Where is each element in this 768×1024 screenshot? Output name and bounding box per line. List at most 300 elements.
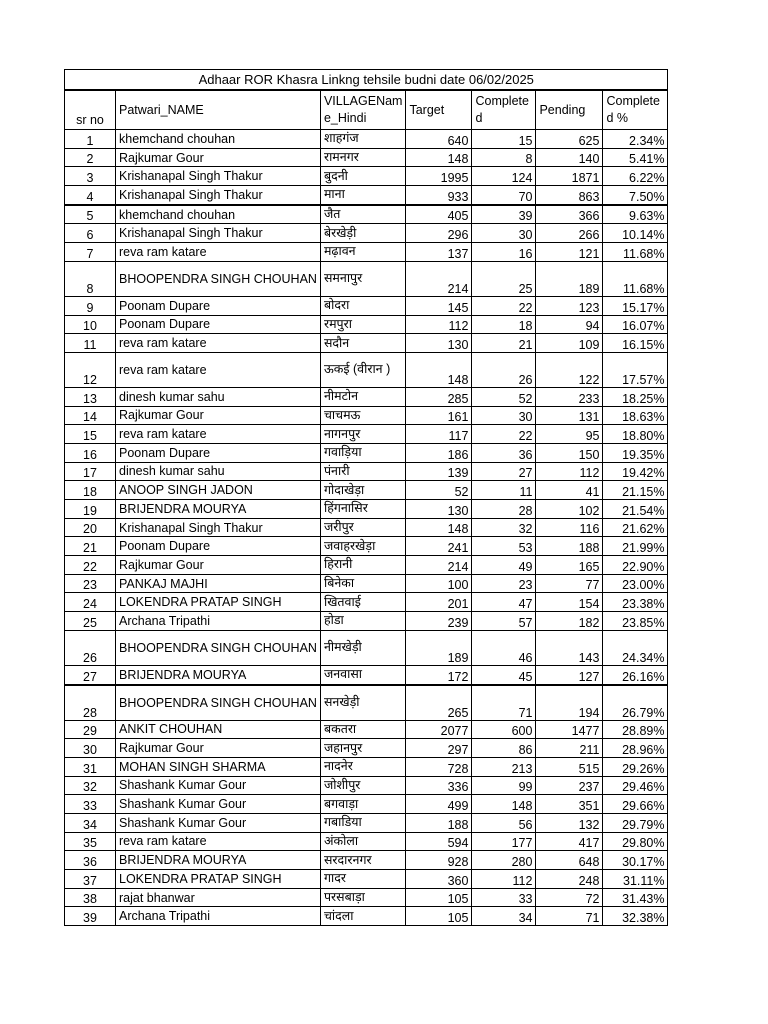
village-name-cell: सरदारनगर [320,851,406,870]
target-cell: 130 [406,334,472,353]
target-cell: 52 [406,481,472,500]
pending-cell: 863 [536,186,603,205]
completed-percent-cell: 22.90% [603,556,668,575]
patwari-name-cell: Rajkumar Gour [116,406,321,425]
patwari-name-cell: PANKAJ MAJHI [116,574,321,593]
village-name-cell: नीमखेड़ी [320,630,406,665]
table-row [65,334,668,353]
village-name-cell: पंनारी [320,462,406,481]
completed-cell: 47 [472,593,536,612]
target-cell: 360 [406,870,472,889]
completed-percent-cell: 16.07% [603,315,668,334]
table-row [65,556,668,575]
target-cell: 105 [406,888,472,907]
sr-no-cell: 17 [65,462,116,481]
completed-percent-cell: 11.68% [603,243,668,262]
table-row [65,832,668,851]
completed-percent-cell: 19.42% [603,462,668,481]
pending-cell: 165 [536,556,603,575]
pending-cell: 625 [536,130,603,149]
pending-cell: 112 [536,462,603,481]
table-row [65,813,668,832]
completed-percent-cell: 29.66% [603,795,668,814]
village-name-cell: चाचमऊ [320,406,406,425]
patwari-name-cell: LOKENDRA PRATAP SINGH [116,593,321,612]
pending-cell: 154 [536,593,603,612]
patwari-name-cell: MOHAN SINGH SHARMA [116,757,321,776]
patwari-name-cell: Poonam Dupare [116,296,321,315]
completed-percent-cell: 28.96% [603,739,668,758]
pending-cell: 71 [536,907,603,926]
sr-no-cell: 11 [65,334,116,353]
target-cell: 130 [406,500,472,519]
patwari-name-cell: Krishanapal Singh Thakur [116,224,321,243]
sr-no-cell: 7 [65,243,116,262]
completed-cell: 45 [472,665,536,684]
village-name-cell: चांदला [320,907,406,926]
completed-cell: 53 [472,537,536,556]
completed-cell: 124 [472,167,536,186]
village-name-cell: मढ़ावन [320,243,406,262]
completed-cell: 600 [472,720,536,739]
completed-percent-cell: 31.11% [603,870,668,889]
target-cell: 145 [406,296,472,315]
patwari-name-cell: BRIJENDRA MOURYA [116,851,321,870]
sr-no-cell: 3 [65,167,116,186]
target-cell: 201 [406,593,472,612]
sr-no-cell: 34 [65,813,116,832]
village-name-cell: नीमटोन [320,387,406,406]
table-row [65,315,668,334]
patwari-name-cell: Shashank Kumar Gour [116,813,321,832]
patwari-name-cell: Rajkumar Gour [116,148,321,167]
table-row [65,612,668,631]
patwari-name-cell: Krishanapal Singh Thakur [116,167,321,186]
sr-no-cell: 10 [65,315,116,334]
completed-cell: 18 [472,315,536,334]
pending-cell: 72 [536,888,603,907]
header-row [65,90,668,130]
pending-cell: 127 [536,665,603,684]
village-name-cell: जहानपुर [320,739,406,758]
header-pending: Pending [536,90,603,130]
village-name-cell: रामनगर [320,148,406,167]
pending-cell: 182 [536,612,603,631]
completed-cell: 15 [472,130,536,149]
pending-cell: 211 [536,739,603,758]
completed-cell: 27 [472,462,536,481]
completed-percent-cell: 29.80% [603,832,668,851]
pending-cell: 351 [536,795,603,814]
target-cell: 105 [406,907,472,926]
completed-cell: 30 [472,224,536,243]
patwari-name-cell: khemchand chouhan [116,205,321,224]
table-row [65,795,668,814]
table-row [65,243,668,262]
village-name-cell: सनखेड़ी [320,685,406,721]
table-row [65,387,668,406]
target-cell: 148 [406,518,472,537]
completed-percent-cell: 23.38% [603,593,668,612]
pending-cell: 116 [536,518,603,537]
pending-cell: 140 [536,148,603,167]
completed-cell: 21 [472,334,536,353]
target-cell: 285 [406,387,472,406]
target-cell: 186 [406,443,472,462]
completed-cell: 34 [472,907,536,926]
table-row [65,888,668,907]
sr-no-cell: 1 [65,130,116,149]
sr-no-cell: 2 [65,148,116,167]
patwari-name-cell: Rajkumar Gour [116,739,321,758]
target-cell: 100 [406,574,472,593]
completed-cell: 280 [472,851,536,870]
completed-cell: 39 [472,205,536,224]
patwari-name-cell: dinesh kumar sahu [116,387,321,406]
target-cell: 405 [406,205,472,224]
completed-percent-cell: 23.00% [603,574,668,593]
patwari-name-cell: BHOOPENDRA SINGH CHOUHAN [116,630,321,665]
pending-cell: 41 [536,481,603,500]
patwari-name-cell: BRIJENDRA MOURYA [116,500,321,519]
patwari-name-cell: ANOOP SINGH JADON [116,481,321,500]
pending-cell: 248 [536,870,603,889]
table-row [65,739,668,758]
patwari-name-cell: rajat bhanwar [116,888,321,907]
header-target: Target [406,90,472,130]
completed-percent-cell: 21.54% [603,500,668,519]
completed-percent-cell: 7.50% [603,186,668,205]
pending-cell: 515 [536,757,603,776]
table-row [65,907,668,926]
header-patwari-name: Patwari_NAME [116,90,321,130]
completed-percent-cell: 29.79% [603,813,668,832]
completed-percent-cell: 21.15% [603,481,668,500]
table-row [65,757,668,776]
sr-no-cell: 31 [65,757,116,776]
pending-cell: 233 [536,387,603,406]
completed-percent-cell: 11.68% [603,261,668,296]
completed-cell: 23 [472,574,536,593]
patwari-name-cell: Archana Tripathi [116,907,321,926]
completed-cell: 8 [472,148,536,167]
table-row [65,130,668,149]
village-name-cell: अंकोला [320,832,406,851]
completed-percent-cell: 23.85% [603,612,668,631]
village-name-cell: हिंगनासिर [320,500,406,519]
target-cell: 117 [406,425,472,444]
pending-cell: 143 [536,630,603,665]
table-row [65,481,668,500]
target-cell: 139 [406,462,472,481]
village-name-cell: बकतरा [320,720,406,739]
table-row [65,593,668,612]
target-cell: 594 [406,832,472,851]
patwari-name-cell: Rajkumar Gour [116,556,321,575]
target-cell: 239 [406,612,472,631]
completed-cell: 177 [472,832,536,851]
patwari-name-cell: dinesh kumar sahu [116,462,321,481]
completed-cell: 52 [472,387,536,406]
pending-cell: 131 [536,406,603,425]
sr-no-cell: 36 [65,851,116,870]
sr-no-cell: 28 [65,685,116,721]
completed-percent-cell: 32.38% [603,907,668,926]
target-cell: 728 [406,757,472,776]
table-row [65,261,668,296]
sr-no-cell: 24 [65,593,116,612]
sr-no-cell: 13 [65,387,116,406]
target-cell: 172 [406,665,472,684]
sr-no-cell: 12 [65,352,116,387]
target-cell: 188 [406,813,472,832]
completed-cell: 32 [472,518,536,537]
village-name-cell: बुदनी [320,167,406,186]
target-cell: 1995 [406,167,472,186]
patwari-name-cell: reva ram katare [116,352,321,387]
village-name-cell: नादनेर [320,757,406,776]
target-cell: 148 [406,148,472,167]
pending-cell: 122 [536,352,603,387]
completed-percent-cell: 29.46% [603,776,668,795]
patwari-name-cell: Shashank Kumar Gour [116,776,321,795]
target-cell: 297 [406,739,472,758]
sr-no-cell: 21 [65,537,116,556]
target-cell: 241 [406,537,472,556]
table-row [65,518,668,537]
sr-no-cell: 6 [65,224,116,243]
completed-cell: 26 [472,352,536,387]
sr-no-cell: 19 [65,500,116,519]
pending-cell: 109 [536,334,603,353]
table-row [65,296,668,315]
completed-cell: 22 [472,296,536,315]
completed-cell: 56 [472,813,536,832]
village-name-cell: जैत [320,205,406,224]
village-name-cell: शाहगंज [320,130,406,149]
completed-cell: 36 [472,443,536,462]
village-name-cell: जरीपुर [320,518,406,537]
completed-percent-cell: 31.43% [603,888,668,907]
completed-cell: 11 [472,481,536,500]
pending-cell: 102 [536,500,603,519]
completed-cell: 16 [472,243,536,262]
completed-percent-cell: 21.99% [603,537,668,556]
pending-cell: 189 [536,261,603,296]
completed-cell: 112 [472,870,536,889]
sr-no-cell: 35 [65,832,116,851]
patwari-name-cell: reva ram katare [116,334,321,353]
pending-cell: 150 [536,443,603,462]
patwari-name-cell: reva ram katare [116,832,321,851]
village-name-cell: जवाहरखेड़ा [320,537,406,556]
completed-cell: 70 [472,186,536,205]
table-row [65,443,668,462]
sr-no-cell: 15 [65,425,116,444]
table-row [65,148,668,167]
sr-no-cell: 29 [65,720,116,739]
completed-percent-cell: 24.34% [603,630,668,665]
sr-no-cell: 27 [65,665,116,684]
sr-no-cell: 25 [65,612,116,631]
village-name-cell: गादर [320,870,406,889]
completed-percent-cell: 19.35% [603,443,668,462]
table-row [65,870,668,889]
table-row [65,462,668,481]
village-name-cell: बोदरा [320,296,406,315]
table-row [65,224,668,243]
table-row [65,851,668,870]
sr-no-cell: 22 [65,556,116,575]
sr-no-cell: 39 [65,907,116,926]
patwari-name-cell: Poonam Dupare [116,537,321,556]
completed-cell: 46 [472,630,536,665]
completed-percent-cell: 29.26% [603,757,668,776]
target-cell: 499 [406,795,472,814]
pending-cell: 95 [536,425,603,444]
target-cell: 214 [406,261,472,296]
patwari-name-cell: reva ram katare [116,425,321,444]
pending-cell: 366 [536,205,603,224]
sr-no-cell: 16 [65,443,116,462]
target-cell: 336 [406,776,472,795]
table-row [65,205,668,224]
pending-cell: 121 [536,243,603,262]
village-name-cell: समनापुर [320,261,406,296]
village-name-cell: जोशीपुर [320,776,406,795]
completed-percent-cell: 17.57% [603,352,668,387]
village-name-cell: परसबाड़ा [320,888,406,907]
completed-percent-cell: 18.25% [603,387,668,406]
pending-cell: 123 [536,296,603,315]
completed-cell: 25 [472,261,536,296]
completed-percent-cell: 16.15% [603,334,668,353]
pending-cell: 188 [536,537,603,556]
completed-percent-cell: 28.89% [603,720,668,739]
patwari-name-cell: Poonam Dupare [116,315,321,334]
patwari-name-cell: reva ram katare [116,243,321,262]
village-name-cell: होडा [320,612,406,631]
patwari-name-cell: Shashank Kumar Gour [116,795,321,814]
sr-no-cell: 33 [65,795,116,814]
pending-cell: 266 [536,224,603,243]
header-completed: Complete d [472,90,536,130]
table-row [65,776,668,795]
village-name-cell: माना [320,186,406,205]
completed-cell: 99 [472,776,536,795]
sr-no-cell: 5 [65,205,116,224]
target-cell: 148 [406,352,472,387]
patwari-name-cell: Poonam Dupare [116,443,321,462]
completed-cell: 213 [472,757,536,776]
table-row [65,537,668,556]
sr-no-cell: 23 [65,574,116,593]
village-name-cell: गोदाखेड़ा [320,481,406,500]
report-title: Adhaar ROR Khasra Linkng tehsile budni date 06/02/2025 [65,70,668,91]
pending-cell: 417 [536,832,603,851]
table-row [65,574,668,593]
completed-percent-cell: 21.62% [603,518,668,537]
completed-percent-cell: 30.17% [603,851,668,870]
table-row [65,352,668,387]
target-cell: 214 [406,556,472,575]
sr-no-cell: 32 [65,776,116,795]
completed-cell: 86 [472,739,536,758]
sr-no-cell: 30 [65,739,116,758]
pending-cell: 77 [536,574,603,593]
pending-cell: 194 [536,685,603,721]
sr-no-cell: 14 [65,406,116,425]
completed-cell: 49 [472,556,536,575]
header-village-name: VILLAGENam e_Hindi [320,90,406,130]
village-name-cell: रमपुरा [320,315,406,334]
completed-cell: 22 [472,425,536,444]
sr-no-cell: 38 [65,888,116,907]
completed-percent-cell: 9.63% [603,205,668,224]
patwari-name-cell: khemchand chouhan [116,130,321,149]
completed-cell: 30 [472,406,536,425]
completed-cell: 33 [472,888,536,907]
table-row [65,500,668,519]
completed-percent-cell: 5.41% [603,148,668,167]
target-cell: 137 [406,243,472,262]
completed-cell: 148 [472,795,536,814]
completed-percent-cell: 10.14% [603,224,668,243]
target-cell: 189 [406,630,472,665]
village-name-cell: हिरानी [320,556,406,575]
target-cell: 640 [406,130,472,149]
completed-percent-cell: 18.63% [603,406,668,425]
patwari-name-cell: LOKENDRA PRATAP SINGH [116,870,321,889]
pending-cell: 1477 [536,720,603,739]
target-cell: 265 [406,685,472,721]
village-name-cell: गबाडिया [320,813,406,832]
table-row [65,186,668,205]
completed-cell: 57 [472,612,536,631]
table-row [65,630,668,665]
table-row [65,665,668,684]
patwari-name-cell: BHOOPENDRA SINGH CHOUHAN [116,685,321,721]
sr-no-cell: 8 [65,261,116,296]
pending-cell: 94 [536,315,603,334]
sr-no-cell: 20 [65,518,116,537]
table-row [65,425,668,444]
completed-percent-cell: 6.22% [603,167,668,186]
village-name-cell: बिनेका [320,574,406,593]
target-cell: 2077 [406,720,472,739]
patwari-name-cell: ANKIT CHOUHAN [116,720,321,739]
patwari-name-cell: Krishanapal Singh Thakur [116,186,321,205]
patwari-name-cell: Krishanapal Singh Thakur [116,518,321,537]
completed-percent-cell: 26.16% [603,665,668,684]
header-completed-percent: Complete d % [603,90,668,130]
village-name-cell: सदौन [320,334,406,353]
table-row [65,167,668,186]
patwari-name-cell: Archana Tripathi [116,612,321,631]
village-name-cell: ऊकई (वीरान ) [320,352,406,387]
target-cell: 928 [406,851,472,870]
target-cell: 933 [406,186,472,205]
table-row [65,720,668,739]
title-row [65,70,668,91]
completed-cell: 28 [472,500,536,519]
header-sr-no: sr no [65,90,116,130]
village-name-cell: जनवासा [320,665,406,684]
table-row [65,685,668,721]
sr-no-cell: 18 [65,481,116,500]
pending-cell: 237 [536,776,603,795]
village-name-cell: खितवाई [320,593,406,612]
